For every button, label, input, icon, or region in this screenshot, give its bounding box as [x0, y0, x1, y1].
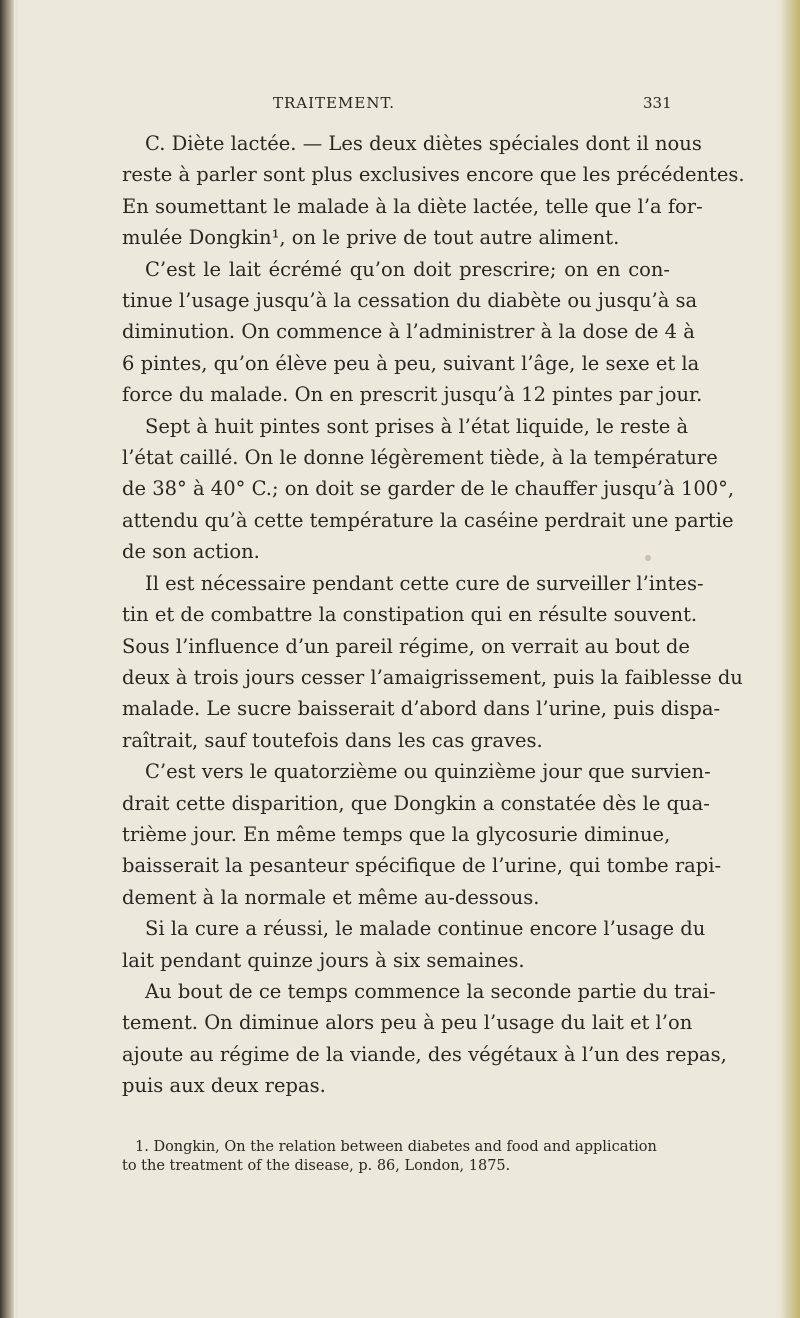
text-line: mulée Dongkin¹, on le prive de tout autre aliment. [122, 226, 620, 250]
text-line: deux à trois jours cesser l’amaigrissement, puis la faiblesse du [122, 665, 743, 689]
text-line: de 38° à 40° C.; on doit se garder de le chauffer jusqu’à 100°, [122, 477, 735, 501]
page-number: 331 [643, 94, 672, 112]
footnote-line: to the treatment of the disease, p. 86, London, 1875. [122, 1158, 511, 1174]
footnote-line: 1. Dongkin, On the relation between diabetes and food and application [135, 1139, 657, 1155]
text-line: baisserait la pesanteur spécifique de l’urine, qui tombe rapi- [122, 854, 722, 878]
paper-blemish [645, 555, 651, 561]
text-line: C’est le lait écrémé qu’on doit prescrire; on en con- [145, 257, 670, 281]
text-line: trième jour. En même temps que la glycosurie diminue, [122, 822, 671, 846]
text-line: diminution. On commence à l’administrer à la dose de 4 à [122, 320, 695, 344]
text-line: Il est nécessaire pendant cette cure de surveiller l’intes- [145, 571, 704, 595]
text-line: attendu qu’à cette température la caséine perdrait une partie [122, 508, 734, 532]
text-line: En soumettant le malade à la diète lactée, telle que l’a for- [122, 194, 703, 218]
text-line: tinue l’usage jusqu’à la cessation du diabète ou jusqu’à sa [122, 289, 698, 313]
running-head: TRAITEMENT. [273, 94, 396, 112]
text-line: raîtrait, sauf toutefois dans les cas graves. [122, 728, 543, 752]
body-text [122, 128, 745, 1102]
text-line: 6 pintes, qu’on élève peu à peu, suivant l’âge, le sexe et la [122, 351, 700, 375]
text-line: ajoute au régime de la viande, des végétaux à l’un des repas, [122, 1042, 727, 1066]
text-line: Au bout de ce temps commence la seconde partie du trai- [145, 979, 716, 1003]
text-line: C. Diète lactée. — Les deux diètes spéciales dont il nous [145, 132, 702, 155]
text-line: malade. Le sucre baisserait d’abord dans l’urine, puis dispa- [122, 697, 721, 721]
binding-edge [0, 0, 14, 1318]
text-line: reste à parler sont plus exclusives encore que les précédentes. [122, 163, 745, 187]
text-line: Si la cure a réussi, le malade continue encore l’usage du [145, 917, 706, 941]
text-line: Sept à huit pintes sont prises à l’état liquide, le reste à [145, 414, 689, 438]
text-line: lait pendant quinze jours à six semaines. [122, 948, 525, 972]
text-line: force du malade. On en prescrit jusqu’à 12 pintes par jour. [122, 383, 703, 407]
page-edge [780, 0, 800, 1318]
text-line: dement à la normale et même au-dessous. [122, 885, 540, 909]
footnotes [122, 1138, 670, 1176]
text-line: Sous l’influence d’un pareil régime, on verrait au bout de [122, 634, 690, 658]
text-line: l’état caillé. On le donne légèrement tiède, à la température [122, 446, 718, 470]
text-line: de son action. [122, 540, 260, 564]
text-line: tement. On diminue alors peu à peu l’usage du lait et l’on [122, 1011, 693, 1035]
text-line: drait cette disparition, que Dongkin a constatée dès le qua- [122, 791, 710, 815]
text-line: C’est vers le quatorzième ou quinzième jour que survien- [145, 760, 711, 784]
text-line: tin et de combattre la constipation qui en résulte souvent. [122, 603, 698, 627]
text-line: puis aux deux repas. [122, 1074, 326, 1098]
